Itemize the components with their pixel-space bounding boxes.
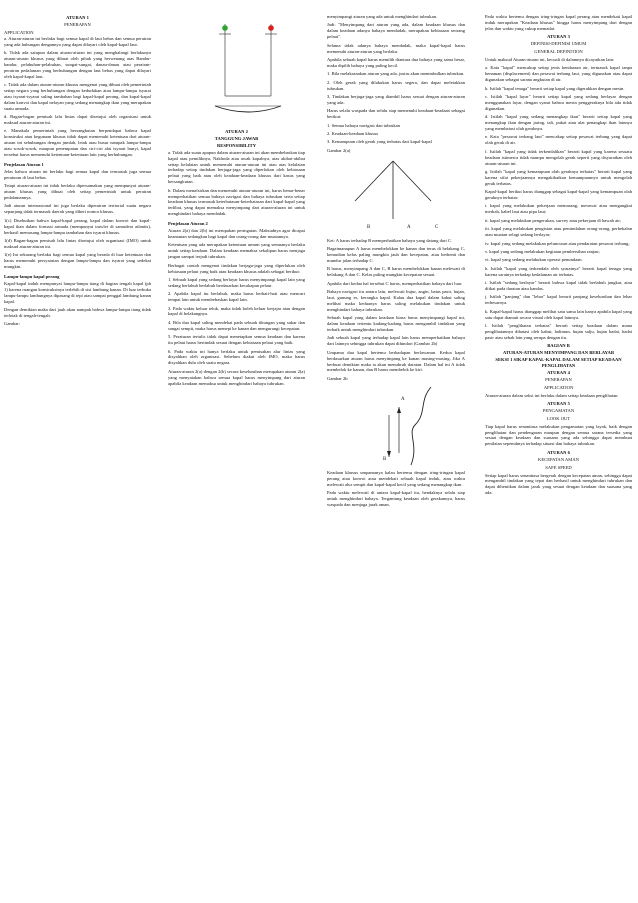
paragraph: Jadi aturan internasional ini juga berlaku diperairan teritorial suatu negara sepanjang tidak termasuk daerah yang diberi nomor khusus. — [4, 203, 151, 215]
figure-2b — [327, 385, 465, 467]
paragraph: Jadi: "Menyimpang dari aturan yang ada, dalam keadaan khusus dan dalam keadaan adanya bahaya mendadak, merupakan kebiasaan seorang pelaut". — [327, 22, 465, 40]
aturan-4-heading: ATURAN 4 — [547, 369, 570, 375]
bagian-b-subheading: ATURAN-ATURAN MENYIMPANG DAN BERLAYAR — [502, 350, 615, 356]
penjelasan-2-heading: Penjelasan Aturan 2 — [168, 221, 208, 227]
paragraph: e. Manakala pemerintah yang bersangkutan berpendapat bahwa kapal konstruksi atau kegunaan khusus tidak dapat memenuhi ketentuan dari aturan-aturan ini sehubungan dengan jumlah, letak atau busur nampak lampu-lampu atau sosok-sosok, maupun penempatan dan ciri-ciri alat isyarat bunyi, kapal tersebut harus memenuhi ketentuan-ketentuan lain yang berhubungan. — [4, 128, 151, 158]
aturan-5-heading: ATURAN 5 — [547, 400, 570, 406]
paragraph: Untuk maksud Aturan-aturan ini, kecuali di dalamnya dicayatkan lain: — [485, 56, 615, 62]
paragraph: iii. kapal yang melakukan pengisian atau pemindahan orang-orang, perbekalan atau muatan selagi sedang berlayar; — [485, 226, 632, 238]
paragraph: Kapal-kapal induk mempunyai lampu-lampu tiang di bagian tengah kapal (ph 1) karena ruangan konstruksinya terlebih di sisi lambung kanan. Di luar terbuka lampu-lampu lambungnya dipasang di tepi atau sampai penggal lambung kanan kapal. — [4, 280, 151, 304]
column-3 — [327, 14, 465, 893]
aturan-2-heading: ATURAN 2 — [225, 129, 248, 134]
paragraph: 3. Kemampuan oleh gerak yang terbatas dari kapal-kapal — [327, 139, 432, 145]
definition: g. Istilah "kapal yang kemampuan olah geraknya terbatas" berarti kapal yang karena sifat pekerjaannya mengakibatkan kemampuannya untuk mengolah gerak terbatas. — [485, 168, 632, 186]
paragraph: Dengan demikian maka dari jauh akan nampak bahwa lampu-lampu tiang tidak terletak di tengah-tengah. — [4, 306, 151, 318]
paragraph: iv. kapal yang sedang melakukan peluncuran atau pendaratan pesawat terbang; — [485, 240, 630, 246]
definition: e. Kata "pesawat terbang laut" mencakup setiap pesawat terbang yang dapat olah gerak di air. — [485, 134, 632, 146]
definition: c. Istilah "kapal layar" berarti setiap kapal yang sedang berlayar dengan menggunakan layar, dengan syarat bahwa mesin penggeraknya bila ada tidak digunakan. — [485, 93, 632, 111]
paragraph: Sebuah kapal yang dalam keadaan biasa harus menyimpangi kapal ini, dalam keadaan tertentu kadang-kadang harus mengambil tindakan yang terbaik untuk menghindari tubrukan. — [327, 315, 465, 332]
paragraph: i. Istilah "sedang berlayar" berarti bahwa kapal tidak berlabuh jangkar, atau diikat pada daratan atau kandas. — [485, 280, 632, 291]
paragraph: b. Tidak ada satupun dalam aturan-aturan ini yang menghalangi berlakunya aturan-aturan khusus yang dibuat oleh pihak yang berwenang atas Bandar-bandar, pelabuhan-pelabuhan, sungai-sungai, danau-danau atau perairan-perairan pedalaman yang berhubungan dengan laut bebas yang dapat dilayari oleh kapal-kapal laut. — [4, 50, 151, 79]
paragraph: Kapal-kapal berikut harus dianggap sebagai kapal-kapal yang kemampuan olah geraknya terbatas: — [485, 189, 632, 201]
definition: f. Istilah "kapal yang tidak terkendalikan" berarti kapal yang karena sesuatu keadaan istimewa tidak mampu mengolah gerak seperti yang disyaratkan oleh aturan-aturan ini. — [485, 148, 632, 166]
paragraph: Ket: A harus terhadap B memperhatikan bahaya yang datang dari C. — [327, 237, 453, 243]
paragraph: a. Tidak ada suatu apapun dalam aturan-aturan ini akan membebaskan tiap kapal atau pemiliknya, Nakhoda atau awak kapalnya, atas akibat-akibat setiap kelalaian untuk memenuhi aturan-aturan ini atau atas kelalaian terhadap setiap tindakan berjaga-jaga yang diperlukan oleh kebiasaan pelaut yang baik atau oleh keadaan-keadaan khusus dari kasus yang bersangkutan. — [168, 149, 305, 185]
paragraph: B harus, menyimpang A dan C, B harus membelokkan kanan melewati di belakang A dan C. Kelas paling mungkin kecepatan sesuai. — [327, 266, 465, 278]
aturan-2-subheading: TANGGUNG JAWAB — [214, 135, 259, 141]
gambar-2a-label: Gambar 2(a) — [327, 147, 351, 153]
aturan-3-heading: ATURAN 3 — [547, 34, 570, 40]
paragraph: Bagaimanapun A harus membelokkan ke kanan dan terus di belakang C, kemudian kelas paling mungkin jauh dan kecepatan, atau berhenti dan mundur jalan terhadap C. — [327, 246, 465, 263]
green-light-icon — [222, 25, 228, 31]
column-1 — [4, 14, 151, 893]
paragraph: ii. kapal yang melakukan pengerukan, survey atau pekerjaan di bawah air; — [485, 217, 622, 223]
paragraph: 1(e) Ini sekarang berlaku bagi semua kapal yang berada di luar ketentuan dan harus memenuhi persyaratan dengan lampu-lampu dan isyarat yang sedekat mungkin. — [4, 252, 151, 270]
paragraph: 1. Semua bahaya navigasi dan tubrukan — [327, 122, 400, 128]
paragraph: 3. Pada waktu keluar teluk, maka tidak boleh keluar berjajar atau dengan kapal di belakangnya. — [168, 305, 305, 317]
definition: d. Istilah "kapal yang sedang menangkap ikan" berarti setiap kapal yang menangkap ikan dengan jaring, tali, pukat atau alat penangkap ikan lainnya yang membatasi olah geraknya. — [485, 114, 632, 131]
paragraph: v. kapal yang sedang melakukan kegiatan pembersihan ranjau; — [485, 248, 600, 254]
paragraph: k. Kapal-kapal harus dianggap melihat satu sama lain hanya apabila kapal yang satu dapat diamati secara visual oleh kapal lainnya. — [485, 308, 632, 320]
paragraph: Aturan 2(a) dan 2(b) ini merupakan peringatan. Maksudnya agar dicapai keamanan sedangkan bagi kapal dan orang-orang dan muatannya. — [168, 228, 305, 239]
paragraph: Pada waktu bertemu dengan iring-iringan kapal perang atau mendekati kapal induk merupakan "Keadaan khusus" hingga harus menyimpang dari dengan jelas dan waktu yang cukup memadai. — [485, 14, 632, 31]
aturan-1-english: APPLICATION — [4, 29, 34, 35]
paragraph: Aturan-aturan 2(a) dengan 2(b) secara keseluruhan merupakan aturan 2(a) yang menyatakan bahwa semua kapal harus menyimpang dari aturan apabila keadaan memaksa untuk menghindari bahaya tubrukan. — [168, 368, 305, 386]
paragraph: Jelas bahwa aturan ini berlaku bagi semua kapal dan termasuk juga semua peraturan di laut bebas. — [4, 168, 151, 180]
aturan-1-subheading: PENERAPAN — [64, 21, 91, 27]
paragraph: Setiap kapal harus senantiasa bergerak dengan kecepatan aman, sehingga dapat mengambil tindakan yang tepat dan berhasil untuk menghindari tubrukan dan dapat dihentikan dalam jarak yang sesuai dengan keadaan dan suasana yang ada. — [485, 472, 632, 496]
paragraph: d. Bagan-bagan pemisah lalu lintas dapat disetujui oleh organisasi untuk maksud aturan-aturan ini. — [4, 114, 151, 125]
paragraph: 5. Peraturan tertulis tidak dapat menetapkan semua keadaan dan karena itu pelaut harus bertindak sesuai dengan kebiasaan pelaut yang baik. — [168, 334, 305, 346]
paragraph: Jadi sebuah kapal yang terhadap kapal lain harus memperhatikan bahaya dari lainnya sehingga tubrukan dapat dihindari (Gambar 2b) — [327, 335, 465, 347]
definition: a. Kata "kapal" mencakup setiap jenis kendaraan air, termasuk kapal tanpa benaman (displacement) dan pesawat terbang laut, yang digunakan atau dapat digunakan sebagai sarana angkutan di air. — [485, 65, 632, 83]
figure-2a-label-b: B — [367, 224, 371, 230]
definition: b. Istilah "kapal tenaga" berarti setiap kapal yang digerakkan dengan mesin. — [485, 85, 625, 91]
paragraph: Pada waktu melewati di antara kapal-kapal itu, hendaknya selalu siap untuk menghindari bahaya. Tergantung keadaan oleh gerakannya, harus waspada dan menjaga jarak aman. — [327, 489, 465, 507]
aturan-5-english: LOOK OUT — [546, 415, 571, 421]
paragraph: j. Istilah "panjang" dan "lebar" kapal berarti panjang keseluruhan dan lebar terbesarnya. — [485, 294, 632, 306]
paragraph: Apabila sebuah kapal harus memilih diantara dua bahaya yang sama besar, maka dipilih bahaya yang paling kecil. — [327, 56, 465, 68]
aturan-4-subheading: PENERAPAN — [545, 376, 572, 382]
figure-2a-label-c: C — [435, 224, 439, 230]
paragraph: 1. Bila melaksanakan aturan yang ada, justru akan menimbulkan tubrukan. — [327, 71, 465, 77]
aturan-1-heading: ATURAN 1 — [66, 15, 89, 20]
aturan-3-subheading: DEFINISI-DEFINISI UMUM — [530, 41, 587, 47]
paragraph: Harus selalu waspada dan selalu siap memenuhi keadaan-keadaan sebagai berikut: — [327, 108, 465, 120]
paragraph: 1. Sebuah kapal yang sedang berlayar harus menyimpangi kapal lain yang sedang berlabuh berlabuh berdasarkan kecakapan pelaut. — [168, 276, 305, 288]
paragraph: a. Aturan-aturan ini berlaku bagi semua kapal di laut bebas dan semua perairan yang ada hubungan dengannya yang dapat dilayari oleh kapal-kapal laut. — [4, 35, 151, 47]
seksi-1-heading: SEKSI 1 SIKAP KAPAL-KAPAL DALAM SETIAP KEADAAN PENGLIHATAN — [495, 357, 622, 368]
column-4 — [485, 14, 632, 893]
figure-2a-label-a: A — [407, 224, 411, 230]
paragraph: 2. Keadaan-keadaan khusus — [327, 131, 379, 136]
paragraph: Tetapi aturan-aturan ini tidak berlaku dipersamakan yang mempunyai aturan-aturan khusus yang dibuat oleh setiap pemerintah untuk perairan pedalamannya. — [4, 183, 151, 200]
aturan-6-subheading: KECEPATAN AMAN — [538, 456, 579, 462]
aturan-3-english: GENERAL DEFINITION — [534, 49, 583, 55]
paragraph: 1(c) Disebutkan bahwa kapal-kapal perang, kapal dalam konvoi dan kapal-kapal ikan dalam formasi armada (mempunyai trawler di samudera atlantis), berhasil memasang lampu-lampu tambahan dan isyarat khusus. — [4, 217, 151, 235]
paragraph: Berbagai contoh mengenai tindakan berjaga-jaga yang diperlukan oleh kebiasaan pelaut yang baik atau keadaan khusus adalah sebagai berikut: — [168, 262, 305, 274]
paragraph: h. Istilah "kapal yang terkendala oleh syaratnya" berarti kapal tenaga yang karena saratnya terhadap kedalaman air terbatas. — [485, 265, 632, 277]
paragraph: l. Istilah "penglihatan terbatas" berarti setiap keadaan dalam mana penglihatannya dibatasi oleh kabut, halimun, hujan salju, hujan badai, badai pasir atau sebab lain yang serupa dengan itu. — [485, 322, 632, 340]
aturan-6-english: SAFE SPEED — [545, 464, 572, 470]
figure-2b-label-a: A — [401, 396, 405, 402]
aturan-2-english: RESPONSIBILITY — [216, 142, 257, 148]
figure-2a-diagram — [327, 157, 465, 235]
bagian-b-heading: BAGIAN B — [547, 343, 570, 349]
paragraph: Apabila dari kedua hal tersebut C harus, memperhatikan bahaya dari luar. — [327, 280, 463, 286]
aturan-6-heading: ATURAN 6 — [547, 449, 570, 455]
paragraph: Bahaya navigasi itu antara lain, melewati bujur, angin, batas pasir, hujan, laut, gunung es, kerangka kapal. Kalau dua kapal dalam kabut saling melihat maka keduanya harus saling melakukan tindakan untuk menghindari bahaya tubrukan. — [327, 289, 465, 312]
paragraph: 4. Bila dua kapal saling mendekat pada sebuah tikungan yang sukar dan sangat sempit, maka harus menepi ke kanan dan mengurangi kecepatan. — [168, 319, 305, 331]
paragraph: 2. Oleh gerak yang dilakukan harus segera, dan dapat meletakkan tubrukan. — [327, 79, 465, 91]
red-light-icon — [268, 25, 274, 31]
paragraph: Keadaan khusus umpamanya kalau bertemu dengan iring-iringan kapal perang atau konvoi atau mendekati sebuah kapal induk, atau waktu melewati alur sempit dan kapal-kapal kecil yang sedang menangkap ikan. — [327, 469, 465, 487]
paragraph: vi. kapal yang sedang melakukan operasi penundaan. — [485, 257, 583, 263]
paragraph: 2. Apabila kapal itu berlabuh, maka harus berhati-hati atau mencari tempat lain untuk membebaskan kapal lain. — [168, 291, 305, 303]
figure-2b-diagram — [327, 385, 465, 467]
paragraph: 3. Tindakan berjaga-jaga yang diambil harus sesuai dengan aturan-aturan yang ada. — [327, 93, 465, 105]
ship-lights-diagram — [205, 18, 291, 128]
penjelasan-1-heading: Penjelasan Aturan 1 — [4, 161, 44, 167]
gambar-label: Gambar: — [4, 321, 21, 327]
ship-lights-figure — [205, 18, 291, 128]
paragraph: Aturan-aturan dalam seksi ini berlaku dalam setiap keadaan penglihatan. — [485, 392, 619, 398]
gambar-2b-label: Gambar 2b — [327, 375, 348, 381]
paragraph: b. Dalam menafsirkan dan memenuhi aturan-aturan ini, harus benar-benar memperhatikan semua bahaya navigasi dan bahaya tubrukan serta setiap keadaan khusus termasuk keterbatasan-keterbatasan dari kapal-kapal yang terlibat, yang dapat memaksa menyimpang dari aturan-aturan ini untuk menghindari bahaya mendadak. — [168, 187, 305, 217]
aturan-4-english: APPLICATION — [543, 384, 574, 390]
paragraph: 6. Pada waktu ini hanya berlaku untuk pemisahan alur lintas yang disyahkan oleh organisasi. Sebelum diakui oleh IMO, maka harus disyahkan dulu oleh suatu negara. — [168, 348, 305, 366]
column-2 — [168, 128, 305, 893]
paragraph: i. kapal yang melakukan pekerjaan memasang, merawat atau mengangkat merkah, kabel laut atau pipa laut; — [485, 203, 632, 215]
paragraph: 1(d) Bagan-bagan pemisah lalu lintas disetujui oleh organisasi (IMO) untuk maksud aturan-aturan ini. — [4, 237, 151, 249]
paragraph: menyimpangi aturan yang ada untuk menghindari tubrukan. — [327, 14, 438, 19]
lampu-kapal-perang-heading: Lampu-lampu kapal perang — [4, 273, 60, 279]
figure-2a — [327, 157, 465, 235]
figure-2b-label-b: B — [383, 456, 387, 462]
paragraph: Ketentuan yang ada merupakan ketentuan umum yang semuanya berlaku untuk setiap keadaan. Dalam keadaan memaksa sekalipun harus menjaga jangan sampai terjadi tubrukan. — [168, 242, 305, 260]
paragraph: Selama tidak adanya bahaya mendadak, maka kapal-kapal harus memenuhi aturan-aturan yang berlaku. — [327, 42, 465, 54]
aturan-5-subheading: PENGAMATAN — [542, 407, 575, 413]
paragraph: c. Tidak ada dalam aturan-aturan khusus mengenai yang dibuat oleh pemerintah setiap negara yang berhubungan dengan kedudukan atau lampu-lampu isyarat atau isyarat-isyarat suling tambahan bagi kapal-kapal perang, dan kapal-kapal dalam konvoi dan kapal nelayan yang sedang menangkap ikan yang merupakan suatu armada. — [4, 82, 151, 111]
paragraph: Umpama dua kapal bertemu berhadapan berlawanan. Kedua kapal berdasarkan aturan harus menyimpang ke kanan masing-masing. Jika A berbuat demikian maka ia akan menubruk daratan. Dalam hal ini A tidak membelok ke kanan, dan B harus membelok ke kiri. — [327, 349, 465, 373]
paragraph: Tiap kapal harus senantiasa melakukan pengamatan yang layak, baik dengan penglihatan dan pendengaran maupun dengan semua sarana tersedia yang sesuai dengan keadaan dan suasana yang ada sehingga dapat membuat penilaian sepenuhnya terhadap situasi dan bahaya tubrukan. — [485, 423, 632, 447]
